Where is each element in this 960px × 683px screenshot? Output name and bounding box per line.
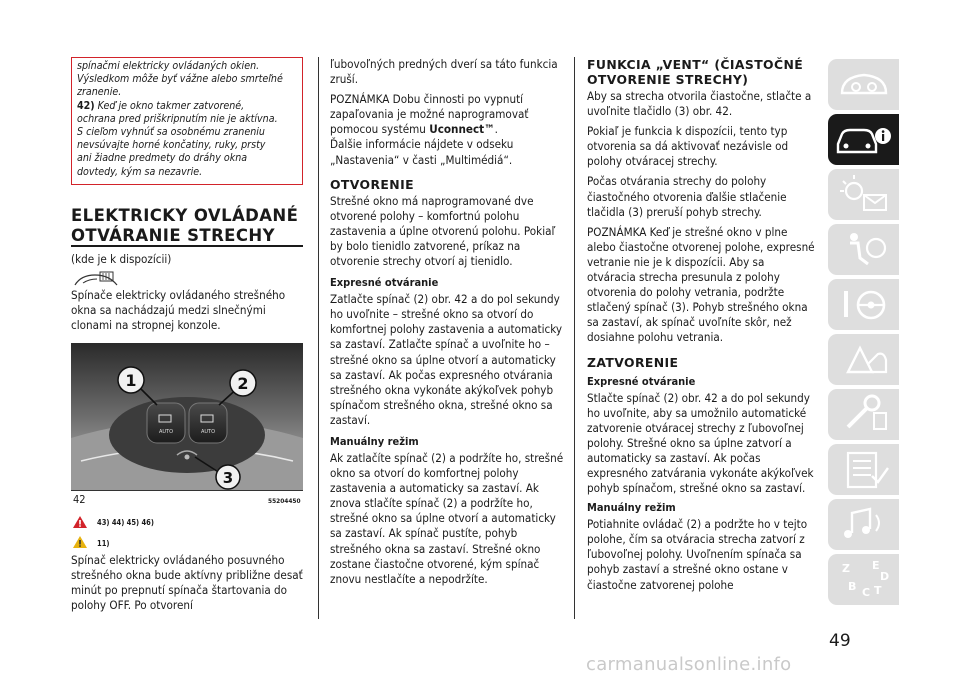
note-text: POZNÁMKA Keď je strešné okno v plne alebo čiastočne otvorenej polohe, expresné vetranie nie je k dispozícii. Aby sa otváracia strecha presunula z polohy otvorenia do polohy vetrania, podržte stlačený spínač (3). Pohyb strešného okna sa zastaví, ak spínač uvoľníte skôr, než dosiahne polohu vetrania. [587,224,815,345]
warning-references: 43) 44) 45) 46) [97,518,154,527]
watermark: carmanualsonline.info [586,654,792,675]
button-label-auto: AUTO [158,429,174,435]
column-divider [574,57,575,619]
column-divider [318,57,319,619]
sidebar-tab-multimedia[interactable] [828,499,899,550]
sidebar-tab-safety[interactable] [828,224,899,275]
index-icon [828,554,899,605]
breakdown-icon [828,334,899,385]
sunroof-switch-figure [71,343,303,490]
paragraph: Počas otvárania strechy do polohy čiastočného otvorenia ďalšie stlačenie tlačidla (3) preruší pohyb strechy. [587,174,787,219]
subheading-manual: Manuálny režim [587,501,676,515]
page-number: 49 [829,631,851,651]
subheading-manual: Manuálny režim [330,434,419,448]
airbag-icon [828,224,899,275]
warning-text: spínačmi elektricky ovládaných okien. [77,60,260,72]
sidebar-tab-warning-lights[interactable] [828,169,899,220]
paragraph: Ak zatlačíte spínač (2) a podržíte ho, strešné okno sa otvorí do komfortnej polohy zastavenia a automaticky sa zastaví. Ak znova stlačíte spínač (2) a podržíte ho, strešné okno sa úplne otvorí a automaticky sa zastaví. Ak spínač pustíte, pohyb strešného okna sa zastaví. Strešné okno zostane čiastočne otvorené, kým spínač znovu nestlačíte a nepodržíte. [330,450,564,586]
warning-text: Výsledkom môže byť vážne alebo smrteľné [77,73,283,86]
car-info-icon [828,114,899,165]
car-dashboard-icon [828,59,899,110]
button-label-auto: AUTO [200,429,216,435]
warning-item-number: 42) [77,99,95,112]
paragraph: Strešné okno má naprogramované dve otvorené polohy – komfortnú polohu zastavenia a úplne otvorenú polohu. Pokiaľ by bolo tienidlo zatvorené, príkaz na otvorenie strechy otvorí aj tienidlo. [330,193,556,269]
heading-vent: FUNKCIA „VENT“ (ČIASTOČNÉ [587,57,804,72]
index-letter: Z [842,562,850,575]
heading-close: ZATVORENIE [587,354,679,370]
media-icon [828,499,899,550]
sidebar-tab-driving[interactable] [828,279,899,330]
figure-rule [71,490,303,491]
warning-text: zranenie. [77,86,122,99]
warning-text: ani žiadne predmety do dráhy okna [77,152,248,165]
index-letter: B [848,580,857,593]
paragraph: Spínač elektricky ovládaného posuvného strešného okna bude aktívny približne desať minút po prepnutí spínača štartovania do polohy OFF. Po otvorení [71,553,303,613]
spec-sheet-icon [828,444,899,495]
paragraph: Aby sa strecha otvorila čiastočne, stlačte a uvoľnite tlačidlo (3) obr. 42. [587,89,812,119]
warning-lights-icon [828,169,899,220]
section-subtitle: (kde je k dispozícii) [71,252,172,266]
warning-text: S cieľom vyhnúť sa osobnému zraneniu [77,126,265,139]
sidebar-tab-maintenance[interactable] [828,389,899,440]
paragraph: Zatlačte spínač (2) obr. 42 a do pol sekundy ho uvoľnite – strešné okno sa otvorí do komfortnej polohy zastavenia a automaticky sa zastaví. Zatlačte spínač a uvoľnite ho – strešné okno sa úplne otvorí a automaticky sa zastaví. Ak počas expresného otvárania strešného okna vykonáte akýkoľvek pohyb spínačom strešného okna, strešné okno sa zastaví. [330,292,563,427]
figure-number: 42 [73,493,86,506]
sidebar-tab-index[interactable] [828,554,899,605]
sidebar-tab-technical[interactable] [828,444,899,495]
figure-code: 55204450 [268,497,301,505]
column-3 [587,57,815,598]
callout-3: 3 [222,469,234,487]
index-letter: C [862,586,871,599]
column-2: ľubovoľných predných dverí sa táto funkcia zruší. POZNÁMKA Dobu činnosti po vypnutí zapaľovania je možné naprogramovať pomocou systému Uconnect™. Ďalšie informácie nájdete v odseku „Nastavenia“ v časti „Multimédiá“. OTVORENIE Strešné okno má naprogramované dve otvorené polohy – komfortnú polohu zastavenia a úplne otvorenú polohu. Pokiaľ by bolo tienidlo zatvorené, príkaz na otvorenie strechy otvorí aj tienidlo. Expresné otváranie Zatlačte spínač (2) obr. 42 a do pol sekundy ho uvoľnite – strešné okno sa otvorí do komfortnej polohy zastavenia a automaticky sa zastaví. Zatlačte spínač a uvoľnite ho – strešné okno sa úplne otvorí a automaticky sa zastaví. Ak počas expresného otvárania strešného okna vykonáte akýkoľvek pohyb spínačom strešného okna, strešné okno sa zastaví. Manuálny režim Ak zatlačíte spínač (2) a podržíte ho, strešné okno sa otvorí do komfortnej polohy zastavenia a automaticky sa zastaví. Ak znova stlačíte spínač (2) a podržíte ho, strešné okno sa úplne otvorí a automaticky sa zastaví. Ak spínač pustíte, pohyb strešného okna sa zastaví. Strešné okno zostane čiastočne otvorené, kým spínač znovu nestlačíte a nepodržíte. [330,57,566,592]
intro-paragraph: Spínače elektricky ovládaného strešného okna sa nachádzajú medzi slnečnými clonami na stropnej konzole. [71,288,286,333]
title-underline [71,245,303,247]
caution-triangle-icon [72,535,88,549]
note-text: Ďalšie informácie nájdete v odseku „Nastavenia“ v časti „Multimédiá“. [330,137,514,167]
sidebar-tab-emergency[interactable] [828,334,899,385]
warning-triangle-icon [72,515,88,529]
index-letter: T [874,584,882,597]
heading-open: OTVORENIE [330,176,414,192]
heading-vent: OTVORENIE STRECHY) [587,72,749,87]
paragraph: Pokiaľ je funkcia k dispozícii, tento typ otvorenia sa dá aktivovať nezávisle od polohy otváracej strechy. [587,124,789,169]
subheading-express: Expresné otváranie [330,276,439,290]
index-letter: E [872,559,880,572]
sunroof-symbol-icon [73,270,119,288]
brand-name: Uconnect™ [429,122,495,137]
warning-text: ochrana pred priškripnutím nie je aktívna. [77,112,278,125]
warning-text: Keď je okno takmer zatvorené, [94,99,245,112]
sidebar-tab-dashboard[interactable] [828,59,899,110]
steering-wheel-icon [828,279,899,330]
warning-text: dovtedy, kým sa nezavrie. [77,165,203,178]
section-title: OTVÁRANIE STRECHY [71,226,275,245]
wrench-icon [828,389,899,440]
caution-references: 11) [97,539,110,548]
warning-text: nevsúvajte horné končatiny, ruky, prsty [77,139,266,152]
subheading-express: Expresné otváranie [587,374,696,388]
paragraph: Potiahnite ovládač (2) a podržte ho v tejto polohe, čím sa otváracia strecha zatvorí z ľubovoľnej polohy. Uvoľnením spínača sa pohyb zastaví a strešné okno ostane v čiastočne zatvorenej polohe [587,517,808,592]
index-letter: D [880,570,890,583]
sidebar-tab-car-info[interactable] [828,114,899,165]
callout-1: 1 [125,371,137,390]
paragraph: ľubovoľných predných dverí sa táto funkcia zruší. [330,57,558,87]
callout-2: 2 [237,374,249,393]
note-text: POZNÁMKA Dobu činnosti po vypnutí zapaľovania je možné naprogramovať pomocou systému [330,92,529,137]
paragraph: Stlačte spínač (2) obr. 42 a do pol sekundy ho uvoľnite, aby sa umožnilo automatické zatvorenie otváracej strechy z ľubovoľnej polohy. Strešné okno sa úplne zatvorí a automaticky sa zastaví. Ak počas expresného zatvárania vykonáte akýkoľvek pohyb spínačom, strešné okno sa zastaví. [587,390,814,496]
warning-box [71,57,303,185]
section-title: ELEKTRICKY OVLÁDANÉ [71,206,299,225]
